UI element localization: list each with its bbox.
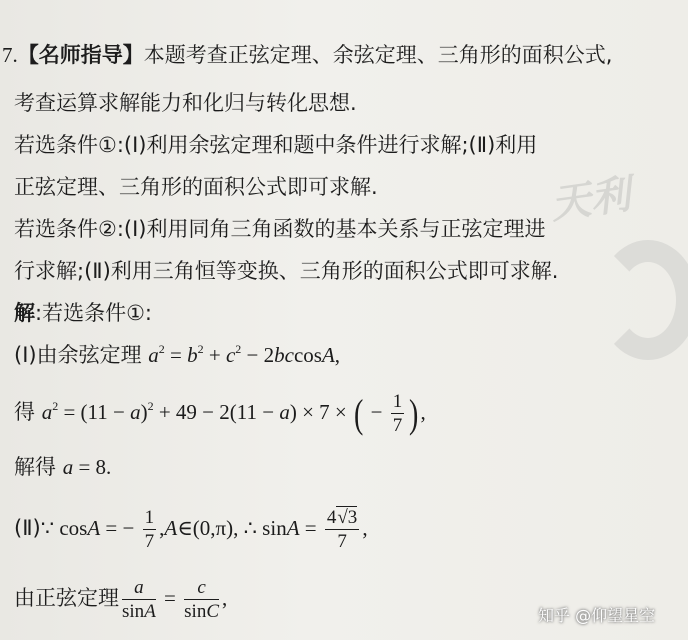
solution-header	[14, 298, 152, 328]
guide-text-1: 本题考查正弦定理、余弦定理、三角形的面积公式,	[143, 43, 613, 67]
solution-intro: :若选条件①:	[35, 301, 152, 325]
part1-substitution: 得 $a^2 = (11 - a)^2 + 49 - 2(11 - a) \times 7$ × ( − $\frac{1}{7}$ ),	[14, 390, 426, 436]
part2-sine-law: 由正弦定理 $\frac{a}{\sin A}$ = $\frac{c}{\sin C}$ ,	[14, 577, 228, 622]
source-credit: 知乎 @仰望星空	[538, 606, 656, 625]
part1-result: 解得 a = 8.	[14, 455, 112, 479]
condition2-line-1: 若选条件②:(Ⅰ)利用同角三角函数的基本关系与正弦定理进	[14, 217, 546, 241]
fraction-a-over-sinA: $\frac{a}{\sin A}$	[122, 577, 156, 622]
condition1-line-1: 若选条件①:(Ⅰ)利用余弦定理和题中条件进行求解;(Ⅱ)利用	[14, 133, 538, 157]
fraction-four-root3-over7: $\frac{4√3}{7}$	[326, 507, 358, 552]
part1-cosine-law: (Ⅰ)由余弦定理 $a^2 = b^2 + c^2 - 2bccosA$,	[14, 342, 341, 367]
part2-sine-value: (Ⅱ)∵ cosA = − $\frac{1}{7}$ ,A∈(0,π), ∴ sinA = $\frac{4√3}{7}$ ,	[14, 507, 368, 552]
background-watermark-text: 天利	[547, 171, 634, 229]
fraction-minus-one-seventh: $\frac{1}{7}$	[392, 391, 403, 436]
fraction-c-over-sinC: $\frac{c}{\sin C}$	[184, 577, 220, 622]
condition2-line-2: 行求解;(Ⅱ)利用三角恒等变换、三角形的面积公式即可求解.	[14, 259, 559, 283]
background-watermark-shape	[598, 240, 688, 360]
guide-line-1	[2, 40, 612, 70]
guide-label: 【名师指导】	[17, 43, 144, 67]
condition1-line-2: 正弦定理、三角形的面积公式即可求解.	[14, 175, 378, 199]
question-number: 7.	[2, 43, 18, 67]
guide-line-2: 考查运算求解能力和化归与转化思想.	[14, 91, 357, 115]
solution-label: 解	[14, 301, 35, 325]
